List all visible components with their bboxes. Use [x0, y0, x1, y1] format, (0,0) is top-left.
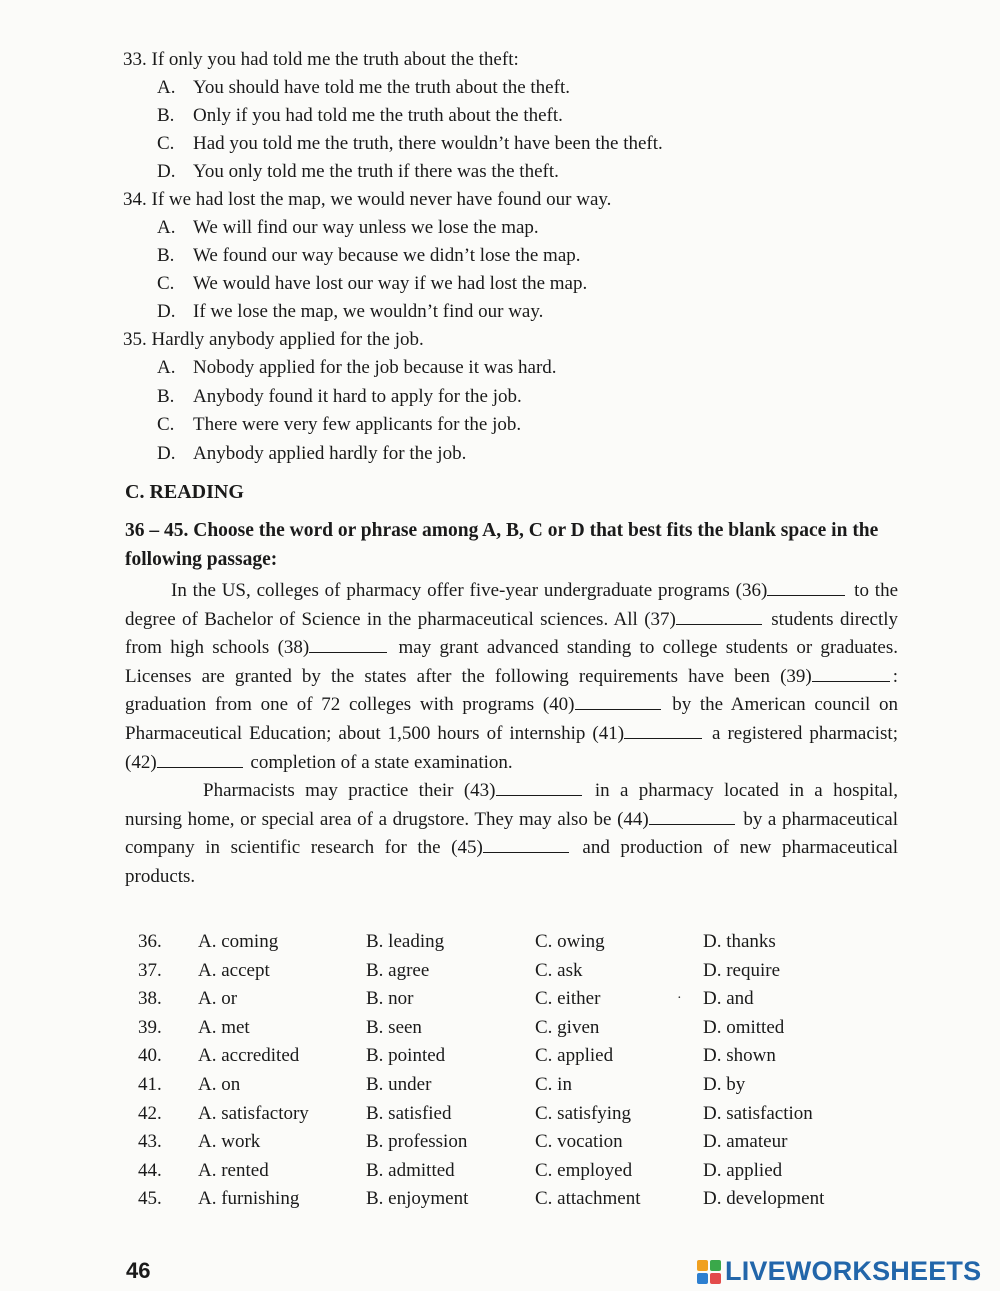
logo-grid-icon [697, 1260, 721, 1284]
logo-square-3 [697, 1273, 708, 1284]
choice-d[interactable]: D. thanks [703, 931, 776, 952]
blank-number-38: (38) [277, 637, 310, 659]
blank-41[interactable] [624, 723, 702, 739]
choice-b[interactable]: B. seen [366, 1016, 422, 1038]
question-stem: If only you had told me the truth about the theft: [151, 49, 519, 70]
choice-d[interactable]: D. require [703, 959, 781, 981]
page-number: 46 [126, 1258, 151, 1283]
blank-number-42: (42) [125, 751, 157, 773]
choice-c[interactable]: C. ask [535, 959, 583, 981]
passage-text: students directly from high schools [125, 608, 898, 659]
row-number: 42. [138, 1102, 162, 1124]
choice-b[interactable]: B. leading [366, 931, 445, 952]
passage-text: completion of a state examination. [245, 751, 513, 773]
blank-number-36: (36) [735, 580, 768, 601]
choice-b[interactable]: B. agree [366, 959, 430, 981]
choice-c[interactable]: C. vocation [535, 1131, 623, 1153]
logo-square-4 [710, 1273, 721, 1284]
brand-name: LIVEWORKSHEETS [725, 1256, 982, 1286]
choice-b[interactable]: B. nor [366, 988, 414, 1010]
passage-text: Pharmacists may practice their [203, 780, 464, 802]
blank-44[interactable] [649, 809, 735, 825]
option-text: Had you told me the truth, there wouldn’t have been the theft. [193, 133, 663, 154]
passage-text: in a pharmacy located in a hospital, nursing home, or special area of a drugstore. They may also be [125, 780, 898, 830]
choice-b[interactable]: B. profession [366, 1131, 468, 1153]
choice-d[interactable]: D. applied [703, 1159, 783, 1181]
choice-d[interactable]: D. satisfaction [703, 1102, 813, 1124]
choice-d[interactable]: D. development [703, 1188, 825, 1210]
choice-b[interactable]: B. satisfied [366, 1102, 452, 1124]
choice-a[interactable]: A. accredited [198, 1045, 300, 1067]
blank-number-45: (45) [451, 837, 483, 859]
option-33d[interactable] [157, 159, 559, 185]
passage-text: a registered pharmacist; [705, 722, 898, 744]
choice-c[interactable]: C. given [535, 1016, 600, 1038]
option-35c[interactable] [157, 412, 521, 438]
option-text: We will find our way unless we lose the map. [193, 217, 539, 238]
option-letter: C. [157, 273, 175, 294]
option-text: You only told me the truth if there was the theft. [193, 161, 559, 182]
question-35 [123, 327, 424, 353]
choice-a[interactable]: A. coming [198, 931, 279, 952]
question-number: 33. [123, 49, 147, 70]
option-letter: A. [157, 357, 176, 378]
blank-42[interactable] [157, 752, 243, 768]
blank-40[interactable] [575, 694, 661, 710]
option-text: We found our way because we didn’t lose the map. [193, 245, 581, 266]
reading-passage [125, 577, 898, 892]
option-letter: A. [157, 217, 176, 238]
passage-text: by a pharmaceutical company in scientific research for the [125, 808, 898, 859]
option-text: Anybody applied hardly for the job. [193, 443, 467, 464]
option-33c[interactable] [157, 131, 663, 157]
passage-paragraph-2 [125, 777, 898, 891]
blank-38[interactable] [309, 637, 387, 653]
option-34c[interactable] [157, 271, 587, 297]
blank-39[interactable] [812, 666, 890, 682]
choice-c[interactable]: C. in [535, 1073, 572, 1095]
blank-number-37: (37) [644, 608, 676, 630]
choice-a[interactable]: A. rented [198, 1159, 269, 1181]
choice-d[interactable]: D. omitted [703, 1016, 785, 1038]
choice-a[interactable]: A. or [198, 988, 238, 1010]
row-number: 45. [138, 1188, 162, 1210]
logo-square-1 [697, 1260, 708, 1271]
passage-paragraph-1 [125, 577, 898, 777]
option-letter: C. [157, 414, 175, 435]
option-letter: D. [157, 161, 176, 182]
option-text: If we lose the map, we wouldn’t find our way. [193, 301, 544, 322]
blank-number-40: (40) [542, 694, 575, 716]
option-text: There were very few applicants for the job. [193, 414, 522, 435]
choice-b[interactable]: B. admitted [366, 1159, 455, 1181]
row-number: 43. [138, 1131, 162, 1153]
option-35a[interactable] [157, 355, 557, 381]
choice-a[interactable]: A. met [198, 1016, 250, 1038]
option-35d[interactable] [157, 441, 466, 467]
question-number: 34. [123, 189, 147, 210]
option-letter: D. [157, 301, 176, 322]
question-number: 35. [123, 329, 147, 350]
question-stem: If we had lost the map, we would never have found our way. [151, 189, 612, 210]
question-34 [123, 187, 611, 213]
blank-number-44: (44) [617, 808, 649, 830]
question-stem: Hardly anybody applied for the job. [151, 329, 424, 350]
option-text: Anybody found it hard to apply for the job. [193, 386, 522, 407]
passage-text: by the American council on Pharmaceutical Education; about 1,500 hours of internship [125, 694, 898, 744]
logo-square-2 [710, 1260, 721, 1271]
choice-d[interactable]: D. shown [703, 1045, 776, 1067]
choice-c[interactable]: C. employed [535, 1159, 633, 1181]
choice-b[interactable]: B. enjoyment [366, 1188, 469, 1210]
reading-instruction: 36 – 45. Choose the word or phrase among A, B, C or D that best fits the blank space in the following passage: [125, 520, 879, 570]
option-34b[interactable] [157, 243, 581, 269]
passage-text: : graduation from one of 72 colleges with programs [125, 665, 898, 716]
choice-a[interactable]: A. on [198, 1073, 241, 1095]
passage-text: In the US, colleges of pharmacy offer five-year undergraduate programs [171, 580, 736, 601]
option-34a[interactable] [157, 215, 539, 241]
choice-c[interactable]: C. satisfying [535, 1102, 632, 1124]
scan-speck: · [677, 991, 682, 1007]
option-letter: C. [157, 133, 175, 154]
option-letter: B. [157, 105, 175, 126]
option-34d[interactable] [157, 299, 543, 325]
option-letter: A. [157, 77, 176, 98]
passage-text: may grant advanced standing to college students or graduates. Licenses are granted by the states after the following requirements have been [125, 637, 898, 687]
option-text: Only if you had told me the truth about the theft. [193, 105, 563, 126]
option-33b[interactable] [157, 103, 563, 129]
blank-number-39: (39) [780, 665, 812, 687]
choice-c[interactable]: C. applied [535, 1045, 614, 1067]
choice-d[interactable]: D. amateur [703, 1131, 788, 1153]
blank-45[interactable] [483, 837, 569, 853]
option-35b[interactable] [157, 384, 522, 410]
choice-c[interactable]: C. either [535, 988, 601, 1010]
row-number: 41. [138, 1073, 162, 1095]
section-title: C. READING [125, 481, 244, 503]
option-33a[interactable] [157, 75, 570, 101]
choice-b[interactable]: B. under [366, 1073, 432, 1095]
choice-d[interactable]: D. and [703, 988, 754, 1010]
question-33 [123, 47, 519, 73]
choice-d[interactable]: D. by [703, 1073, 746, 1095]
blank-number-43: (43) [463, 780, 496, 802]
choice-a[interactable]: A. furnishing [198, 1188, 300, 1210]
option-letter: B. [157, 386, 175, 407]
row-number: 37. [138, 959, 162, 981]
row-number: 36. [138, 931, 162, 952]
choice-c[interactable]: C. attachment [535, 1188, 641, 1210]
blank-36[interactable] [767, 580, 845, 596]
option-text: You should have told me the truth about the theft. [193, 77, 570, 98]
choice-b[interactable]: B. pointed [366, 1045, 446, 1067]
row-number: 44. [138, 1159, 162, 1181]
option-text: Nobody applied for the job because it was hard. [193, 357, 557, 378]
choice-c[interactable]: C. owing [535, 931, 605, 952]
blank-43[interactable] [496, 780, 582, 796]
option-text: We would have lost our way if we had lost the map. [193, 273, 588, 294]
option-letter: D. [157, 443, 176, 464]
choice-a[interactable]: A. work [198, 1131, 261, 1153]
liveworksheets-logo[interactable] [697, 1256, 981, 1287]
row-number: 38. [138, 988, 162, 1010]
passage-text: to the degree of Bachelor of Science in the pharmaceutical sciences. All [125, 580, 898, 630]
choice-a[interactable]: A. satisfactory [198, 1102, 309, 1124]
choice-a[interactable]: A. accept [198, 959, 270, 981]
option-letter: B. [157, 245, 175, 266]
passage-text: and production of new pharmaceutical products. [125, 837, 898, 887]
blank-number-41: (41) [592, 722, 625, 744]
blank-37[interactable] [676, 609, 762, 625]
row-number: 39. [138, 1016, 162, 1038]
row-number: 40. [138, 1045, 162, 1067]
